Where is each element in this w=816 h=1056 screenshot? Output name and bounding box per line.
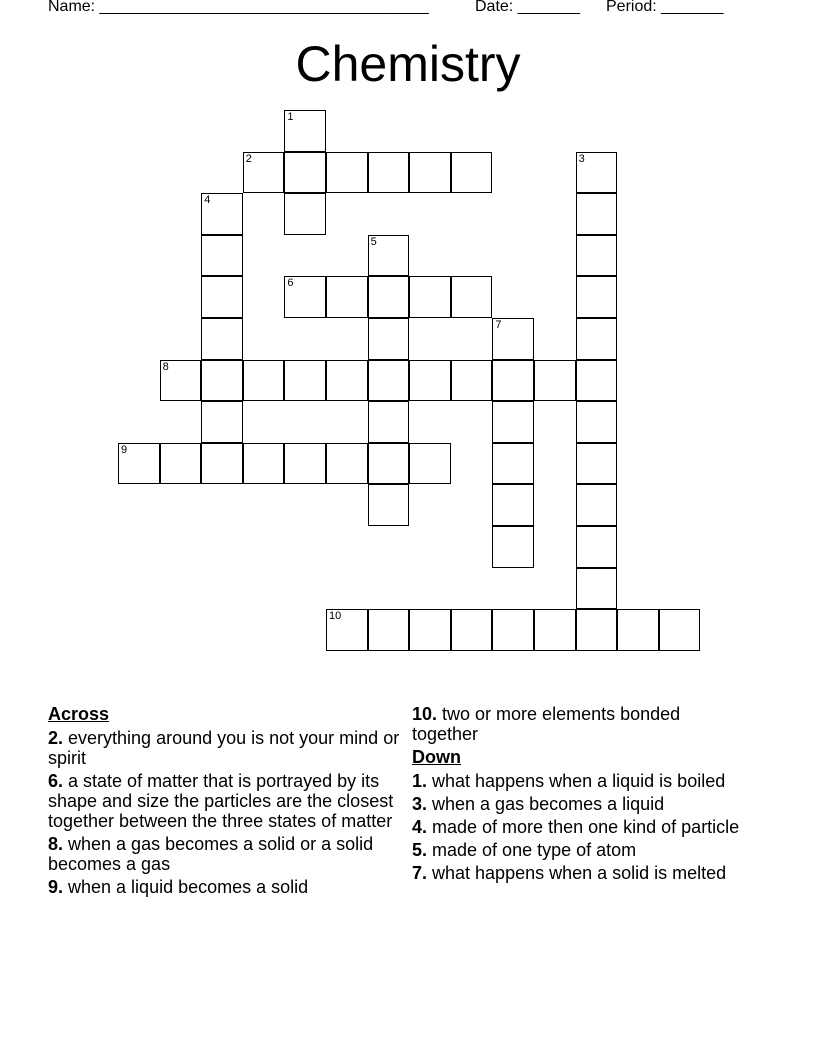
page-title: Chemistry (295, 36, 521, 92)
clue-number: 1 (287, 111, 294, 123)
clue-down-3: 3. when a gas becomes a liquid (412, 794, 665, 814)
clue-number: 7 (495, 319, 502, 331)
grid-cell[interactable] (576, 360, 618, 402)
grid-cell[interactable] (492, 443, 534, 485)
grid-cell[interactable] (284, 193, 326, 235)
grid-cell[interactable] (576, 484, 618, 526)
grid-cell[interactable] (243, 443, 285, 485)
across-clues (48, 704, 403, 900)
clue-across-10: 10. two or more elements bonded together (412, 704, 681, 744)
clue-number: 3 (578, 152, 585, 165)
grid-cell[interactable] (284, 152, 326, 194)
grid-cell[interactable] (243, 360, 285, 402)
grid-cell[interactable] (201, 193, 243, 235)
grid-cell[interactable] (243, 152, 285, 194)
grid-cell[interactable] (284, 443, 326, 485)
grid-cell[interactable] (576, 526, 618, 568)
grid-cell[interactable] (201, 276, 243, 318)
clue-number: 4 (204, 194, 211, 207)
grid-cell[interactable] (576, 443, 618, 485)
grid-cell[interactable] (368, 609, 410, 651)
grid-cell[interactable] (492, 401, 534, 443)
grid-cell[interactable] (160, 360, 202, 402)
clue-across-6: 6. a state of matter that is portrayed by its shape and size the particles are the closest together between the three states of matter (48, 771, 394, 831)
grid-cell[interactable] (534, 360, 576, 402)
grid-cell[interactable] (576, 235, 618, 277)
clue-number: 6 (287, 277, 294, 290)
date-line[interactable]: _______ (517, 0, 580, 15)
grid-cell[interactable] (201, 360, 243, 402)
clue-across-8: 8. when a gas becomes a solid or a solid becomes a gas (48, 834, 374, 874)
clue-number: 8 (162, 360, 169, 373)
grid-cell[interactable] (409, 152, 451, 194)
grid-cell[interactable] (326, 443, 368, 485)
grid-cell[interactable] (409, 609, 451, 651)
grid-cell[interactable] (576, 193, 618, 235)
grid-cell[interactable] (368, 152, 410, 194)
name-label: Name: (48, 0, 100, 15)
grid-cell[interactable] (284, 360, 326, 402)
grid-cell[interactable] (201, 318, 243, 360)
grid-cell[interactable] (368, 276, 410, 318)
period-line[interactable]: _______ (661, 0, 724, 15)
clue-number: 5 (370, 235, 377, 248)
grid-cell[interactable] (368, 235, 410, 277)
grid-cell[interactable] (368, 318, 410, 360)
grid-cell[interactable] (201, 443, 243, 485)
clue-across-9: 9. when a liquid becomes a solid (48, 877, 309, 897)
grid-cell[interactable] (451, 609, 493, 651)
period-label: Period: (606, 0, 662, 15)
grid-cell[interactable] (326, 360, 368, 402)
clue-number: 10 (329, 610, 342, 623)
across-heading: Across (48, 704, 110, 724)
grid-cell[interactable] (368, 360, 410, 402)
clue-down-1: 1. what happens when a liquid is boiled (412, 771, 726, 791)
grid-cell[interactable] (201, 401, 243, 443)
grid-cell[interactable] (284, 110, 326, 152)
grid-cell[interactable] (659, 609, 701, 651)
grid-cell[interactable] (451, 360, 493, 402)
grid-cell[interactable] (409, 276, 451, 318)
grid-cell[interactable] (576, 318, 618, 360)
clue-across-2: 2. everything around you is not your mind or spirit (48, 728, 400, 768)
clue-down-5: 5. made of one type of atom (412, 840, 637, 860)
grid-cell[interactable] (492, 609, 534, 651)
grid-cell[interactable] (409, 443, 451, 485)
grid-cell[interactable] (326, 276, 368, 318)
grid-cell[interactable] (326, 152, 368, 194)
grid-cell[interactable] (576, 568, 618, 610)
grid-cell[interactable] (326, 609, 368, 651)
clue-number: 9 (121, 443, 128, 456)
grid-cell[interactable] (368, 443, 410, 485)
clue-down-4: 4. made of more then one kind of particle (412, 817, 740, 837)
clue-down-7: 7. what happens when a solid is melted (412, 863, 727, 883)
grid-cell[interactable] (492, 484, 534, 526)
clue-number: 2 (245, 152, 252, 165)
grid-cell[interactable] (492, 318, 534, 360)
grid-cell[interactable] (201, 235, 243, 277)
grid-cell[interactable] (492, 526, 534, 568)
right-clues (412, 704, 742, 886)
grid-cell[interactable] (368, 401, 410, 443)
grid-cell[interactable] (451, 152, 493, 194)
grid-cell[interactable] (451, 276, 493, 318)
grid-cell[interactable] (160, 443, 202, 485)
grid-cell[interactable] (492, 360, 534, 402)
date-label: Date: (475, 0, 518, 15)
down-heading: Down (412, 747, 461, 767)
name-line[interactable]: _____________________________________ (99, 0, 429, 15)
grid-cell[interactable] (576, 401, 618, 443)
grid-cell[interactable] (118, 443, 160, 485)
grid-cell[interactable] (576, 152, 618, 194)
grid-cell[interactable] (284, 276, 326, 318)
grid-cell[interactable] (409, 360, 451, 402)
grid-cell[interactable] (534, 609, 576, 651)
grid-cell[interactable] (368, 484, 410, 526)
grid-cell[interactable] (617, 609, 659, 651)
grid-cell[interactable] (576, 609, 618, 651)
grid-cell[interactable] (576, 276, 618, 318)
